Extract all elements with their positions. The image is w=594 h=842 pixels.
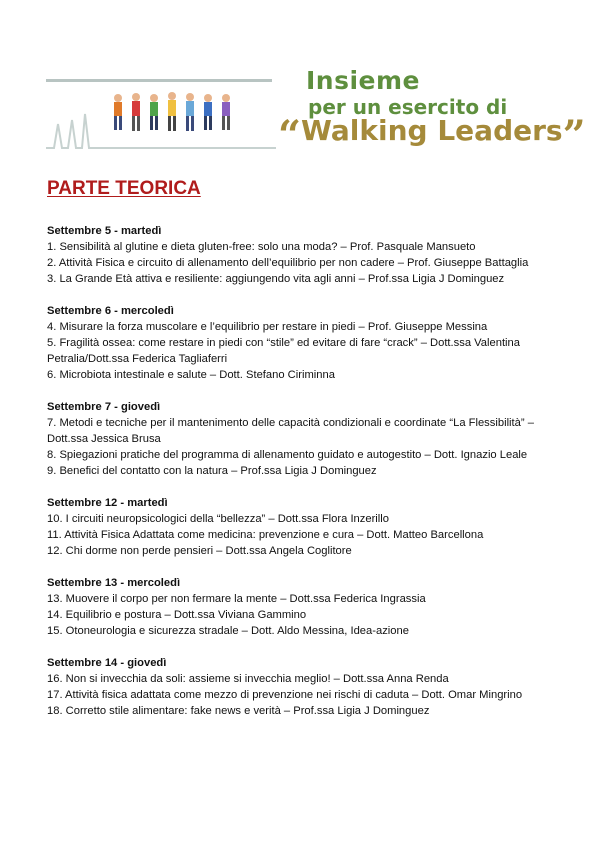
lecture-item: 15. Otoneurologia e sicurezza stradale – Dott. Aldo Messina, Idea-azione	[47, 625, 409, 637]
lecture-item: 12. Chi dorme non perde pensieri – Dott.ssa Angela Coglitore	[47, 545, 352, 557]
lecture-item: 5. Fragilità ossea: come restare in piedi con “stile” ed evitare di fare “crack” – Dott.ssa Valentina Petralia/Dott.ssa Federica Tagliaferri	[47, 337, 520, 365]
lecture-item: 17. Attività fisica adattata come mezzo di prevenzione nei rischi di caduta – Dott. Omar Mingrino	[47, 689, 523, 701]
day-heading: Settembre 14 - giovedì	[47, 657, 167, 669]
lecture-item: 10. I circuiti neuropsicologici della “bellezza” – Dott.ssa Flora Inzerillo	[47, 513, 389, 525]
logo-close-quote: ”	[562, 112, 586, 159]
day-section	[47, 575, 562, 639]
lecture-item: 14. Equilibrio e postura – Dott.ssa Viviana Gammino	[47, 609, 307, 621]
lecture-item: 3. La Grande Età attiva e resiliente: aggiungendo vita agli anni – Prof.ssa Ligia J Dominguez	[47, 273, 505, 285]
header-banner	[46, 62, 586, 159]
logo-title-line-1: Insieme	[306, 66, 421, 95]
lecture-item: 18. Corretto stile alimentare: fake news e verità – Prof.ssa Ligia J Dominguez	[47, 705, 430, 717]
lecture-item: 11. Attività Fisica Adattata come medicina: prevenzione e cura – Dott. Matteo Barcellona	[47, 529, 484, 541]
day-section	[47, 655, 562, 719]
schedule	[47, 223, 562, 735]
logo-open-quote: “	[278, 112, 302, 159]
lecture-item: 7. Metodi e tecniche per il mantenimento delle capacità condizionali e coordinate “La Flessibilità” – Dott.ssa Jessica Brusa	[47, 417, 534, 445]
day-section	[47, 495, 562, 559]
day-section	[47, 223, 562, 287]
walking-people-icon	[108, 92, 236, 136]
page-title: PARTE TEORICA	[47, 178, 201, 199]
lecture-item: 16. Non si invecchia da soli: assieme si invecchia meglio! – Dott.ssa Anna Renda	[47, 673, 449, 685]
lecture-item: 1. Sensibilità al glutine e dieta gluten-free: solo una moda? – Prof. Pasquale Mansueto	[47, 241, 476, 253]
day-heading: Settembre 13 - mercoledì	[47, 577, 181, 589]
lecture-item: 9. Benefici del contatto con la natura – Prof.ssa Ligia J Dominguez	[47, 465, 377, 477]
logo-title-line-3	[278, 112, 586, 159]
day-section	[47, 399, 562, 479]
header-divider	[46, 79, 272, 82]
lecture-item: 2. Attività Fisica e circuito di allenamento dell’equilibrio per non cadere – Prof. Giuseppe Battaglia	[47, 257, 529, 269]
lecture-item: 8. Spiegazioni pratiche del programma di allenamento guidato e autogestito – Dott. Ignazio Leale	[47, 449, 528, 461]
day-heading: Settembre 7 - giovedì	[47, 401, 161, 413]
logo-title-line-2: per un esercito di	[308, 95, 508, 119]
logo-title-text: Walking Leaders	[301, 114, 563, 147]
day-section	[47, 303, 562, 383]
lecture-item: 4. Misurare la forza muscolare e l’equilibrio per restare in piedi – Prof. Giuseppe Messina	[47, 321, 488, 333]
day-heading: Settembre 5 - martedì	[47, 225, 162, 237]
lecture-item: 6. Microbiota intestinale e salute – Dott. Stefano Ciriminna	[47, 369, 335, 381]
day-heading: Settembre 12 - martedì	[47, 497, 168, 509]
day-heading: Settembre 6 - mercoledì	[47, 305, 174, 317]
lecture-item: 13. Muovere il corpo per non fermare la mente – Dott.ssa Federica Ingrassia	[47, 593, 426, 605]
